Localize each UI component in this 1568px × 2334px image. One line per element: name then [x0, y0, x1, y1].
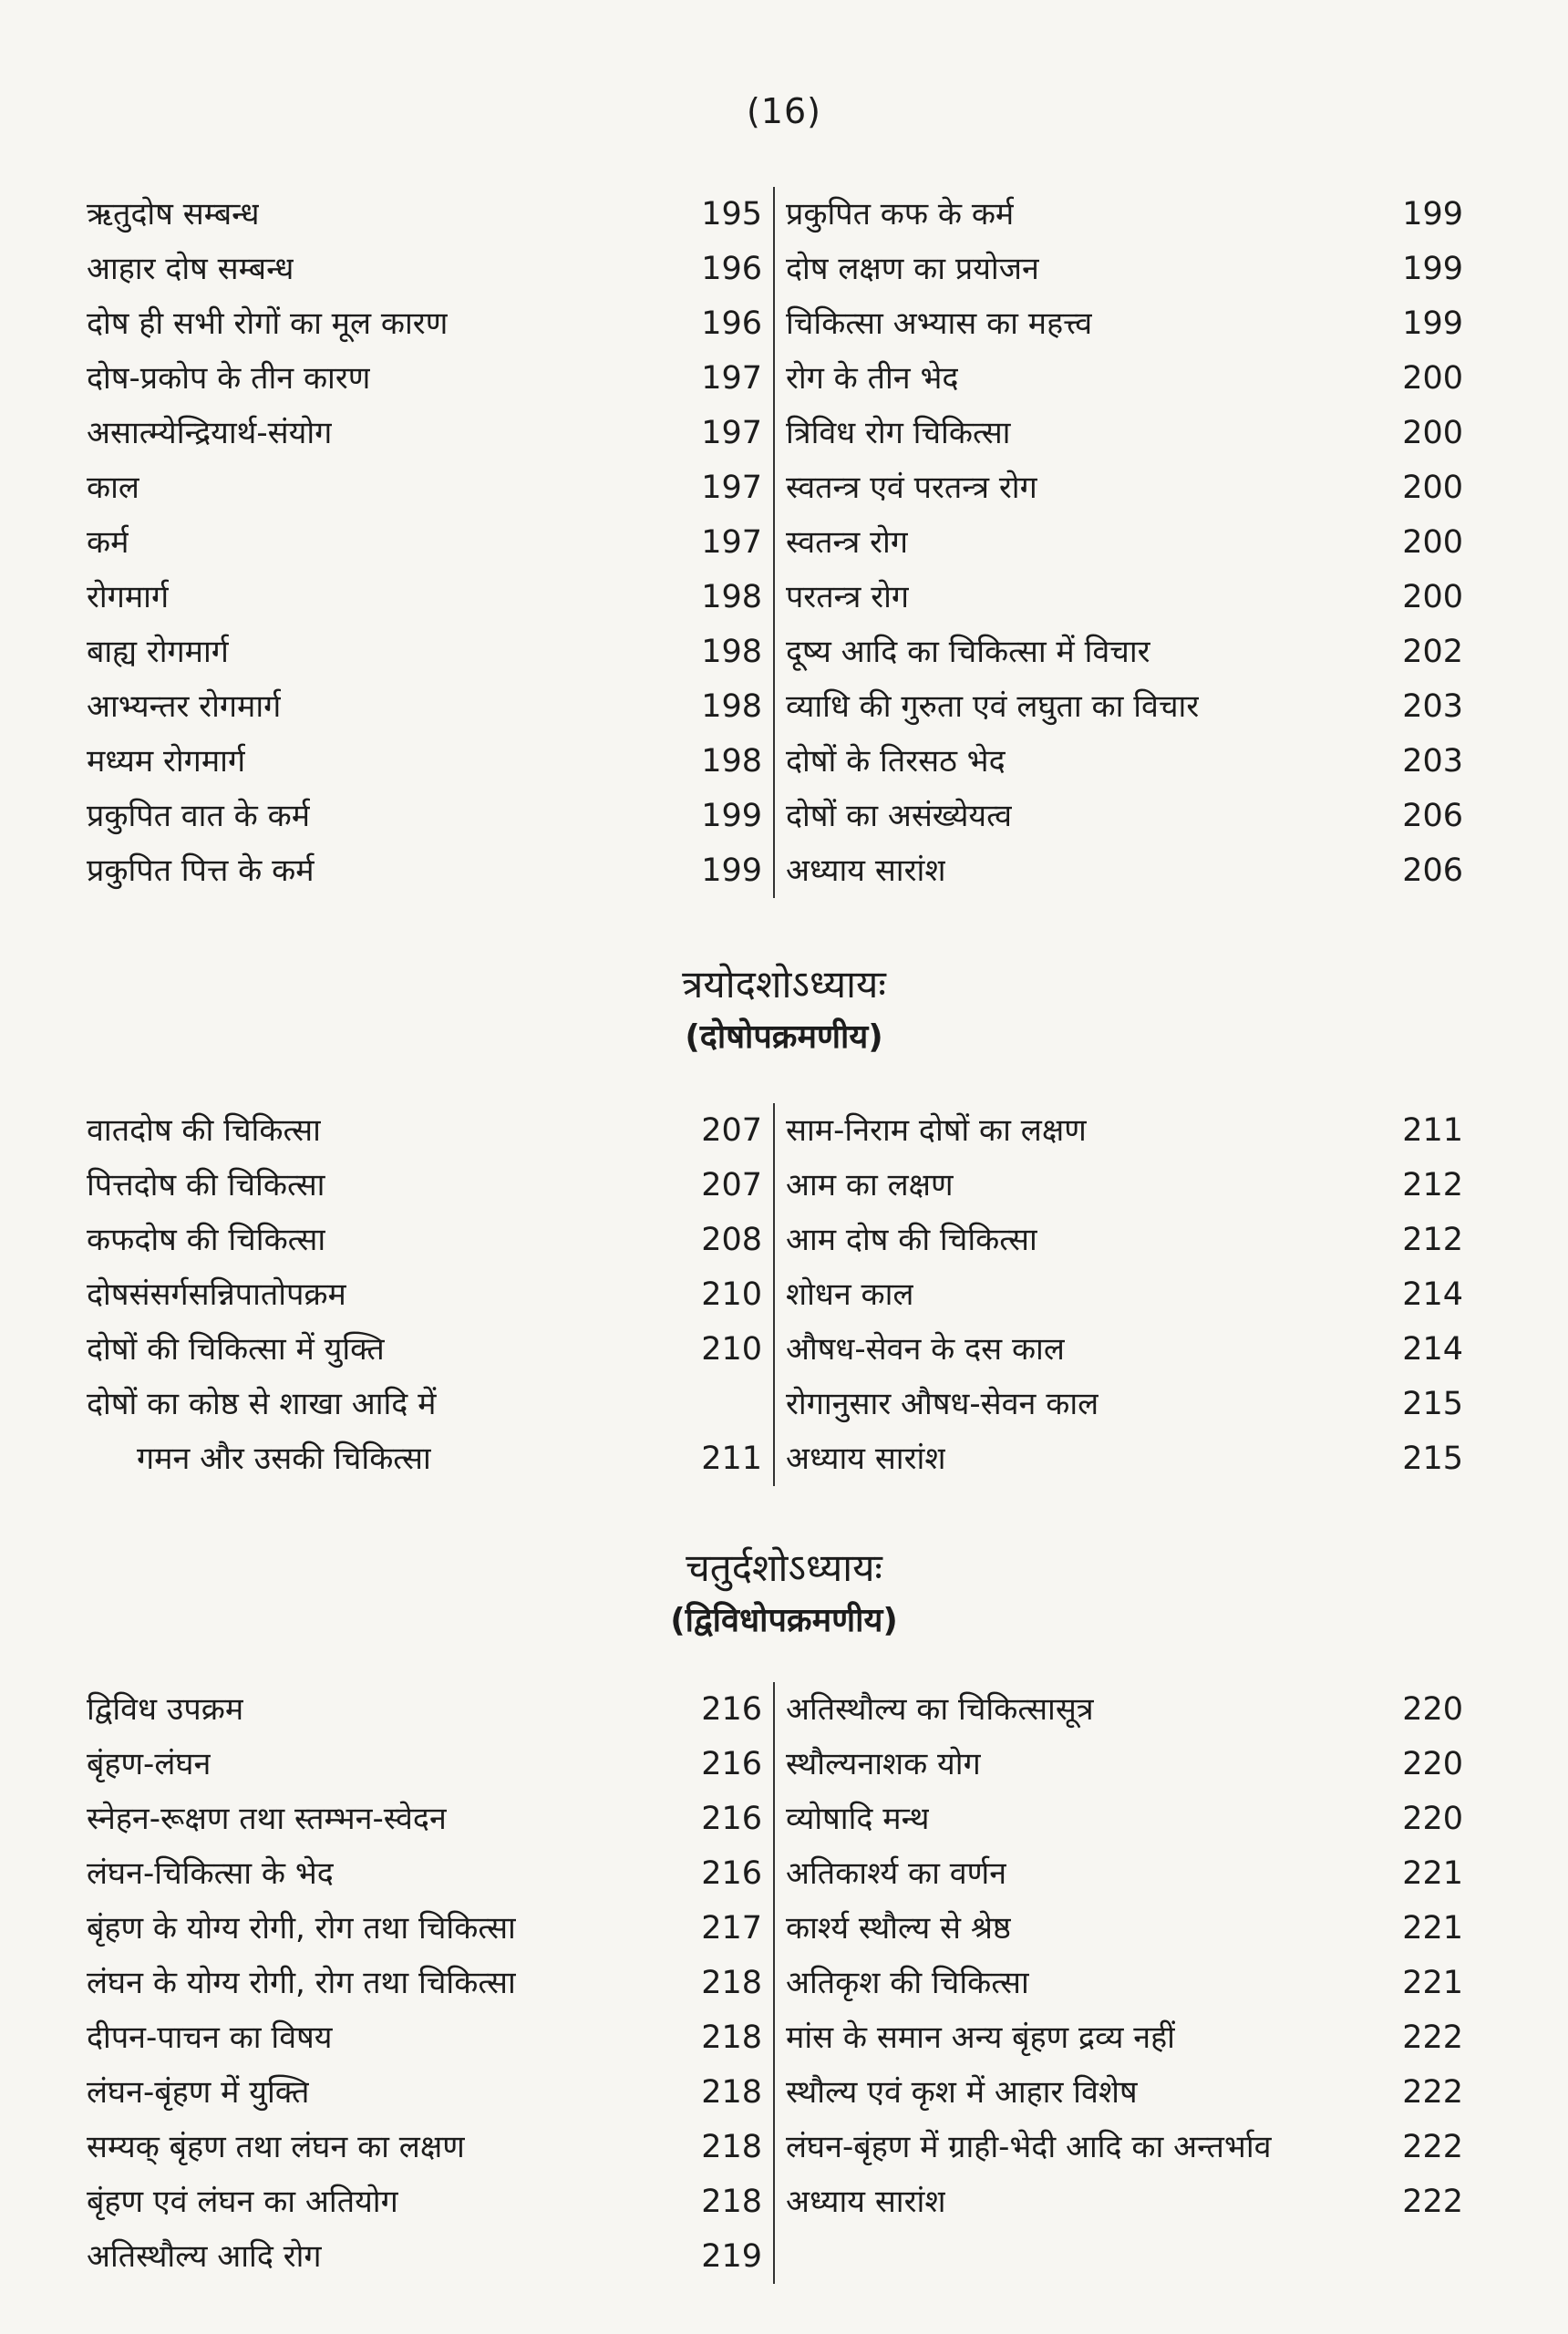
- toc-entry: [786, 570, 1463, 625]
- toc-entry-title: लंघन के योग्य रोगी, रोग तथा चिकित्सा: [87, 1965, 516, 2001]
- toc-entry-page: 214: [1402, 1276, 1463, 1313]
- toc-entry-page: 196: [701, 251, 762, 287]
- toc-entry-title: लंघन-बृंहण में युक्ति: [87, 2074, 310, 2111]
- toc-entry-title: दोष लक्षण का प्रयोजन: [786, 251, 1039, 287]
- toc-entry: [786, 1322, 1463, 1377]
- toc-entry-title: दोषों का असंख्येयत्व: [786, 798, 1013, 834]
- toc-entry-title: ऋतुदोष सम्बन्ध: [87, 196, 260, 232]
- toc-entry: [87, 1682, 762, 1737]
- toc-entry: [87, 625, 762, 679]
- toc-entry: [786, 1956, 1463, 2010]
- toc-entry-title: मध्यम रोगमार्ग: [87, 743, 246, 780]
- toc-entry-title: पित्तदोष की चिकित्सा: [87, 1167, 325, 1203]
- toc-entry-page: 221: [1402, 1965, 1463, 2001]
- toc-entry-title: औषध-सेवन के दस काल: [786, 1331, 1065, 1368]
- toc-entry: [786, 242, 1463, 296]
- toc-entry: [786, 1901, 1463, 1956]
- toc-entry-title: दोष-प्रकोप के तीन कारण: [87, 360, 371, 397]
- toc-entry-page: 200: [1402, 524, 1463, 561]
- toc-entry-title: आम दोष की चिकित्सा: [786, 1222, 1037, 1258]
- toc-entry-page: 206: [1402, 852, 1463, 889]
- toc-section-chapter-14: [87, 1682, 1463, 2284]
- toc-entry-page: 222: [1402, 2074, 1463, 2111]
- toc-entry-title: दूष्य आदि का चिकित्सा में विचार: [786, 634, 1150, 670]
- toc-entry: [786, 351, 1463, 406]
- toc-entry-page: 215: [1402, 1386, 1463, 1422]
- toc-entry-title: अतिकृश की चिकित्सा: [786, 1965, 1029, 2001]
- toc-entry: [786, 1377, 1463, 1431]
- toc-entry: [786, 2174, 1463, 2229]
- toc-entry: [87, 843, 762, 898]
- toc-entry: [87, 2010, 762, 2065]
- toc-entry: [87, 187, 762, 242]
- toc-section-continued: [87, 187, 1463, 898]
- toc-entry-title: रोगमार्ग: [87, 579, 170, 615]
- toc-entry-title: आम का लक्षण: [786, 1167, 954, 1203]
- toc-entry-title: त्रिविध रोग चिकित्सा: [786, 415, 1011, 451]
- toc-entry-title: दोषसंसर्गसन्निपातोपक्रम: [87, 1276, 346, 1313]
- toc-entry-page: 212: [1402, 1167, 1463, 1203]
- toc-left-column: [87, 1103, 775, 1486]
- toc-entry-title: चिकित्सा अभ्यास का महत्त्व: [786, 305, 1093, 342]
- toc-entry-title: स्वतन्त्र एवं परतन्त्र रोग: [786, 470, 1037, 506]
- toc-entry-page: 199: [701, 798, 762, 834]
- toc-entry-page: 211: [701, 1441, 762, 1477]
- toc-entry-title: आभ्यन्तर रोगमार्ग: [87, 688, 282, 725]
- toc-entry: [786, 843, 1463, 898]
- toc-entry: [786, 296, 1463, 351]
- toc-entry-page: 218: [701, 2019, 762, 2056]
- toc-entry-page: 207: [701, 1112, 762, 1149]
- toc-entry-title: शोधन काल: [786, 1276, 914, 1313]
- toc-entry-page: 197: [701, 360, 762, 397]
- toc-entry-title: रोग के तीन भेद: [786, 360, 959, 397]
- toc-left-column: [87, 187, 775, 898]
- toc-entry: [87, 406, 762, 460]
- toc-entry: [87, 1901, 762, 1956]
- toc-entry-page: 218: [701, 1965, 762, 2001]
- toc-entry-page: 222: [1402, 2019, 1463, 2056]
- toc-entry: [786, 625, 1463, 679]
- toc-entry-page: 198: [701, 743, 762, 780]
- toc-right-column: [775, 1682, 1463, 2284]
- toc-entry-page: 220: [1402, 1801, 1463, 1837]
- toc-entry: [87, 1213, 762, 1267]
- toc-entry-title: बृंहण-लंघन: [87, 1746, 211, 1782]
- toc-entry-title: स्वतन्त्र रोग: [786, 524, 908, 561]
- toc-entry-page: 216: [701, 1691, 762, 1728]
- toc-entry-page: 200: [1402, 470, 1463, 506]
- toc-entry-title: स्थौल्यनाशक योग: [786, 1746, 981, 1782]
- toc-entry-page: 220: [1402, 1746, 1463, 1782]
- toc-entry: [786, 1737, 1463, 1792]
- toc-entry-page: 221: [1402, 1855, 1463, 1892]
- toc-entry-page: 199: [701, 852, 762, 889]
- toc-entry-title: दोष ही सभी रोगों का मूल कारण: [87, 305, 449, 342]
- toc-entry: [87, 2120, 762, 2174]
- toc-entry-page: 197: [701, 470, 762, 506]
- toc-entry: [786, 1431, 1463, 1486]
- toc-entry: [87, 1956, 762, 2010]
- toc-entry-page: 199: [1402, 305, 1463, 342]
- toc-entry-title: व्योषादि मन्थ: [786, 1801, 930, 1837]
- toc-entry: [87, 2229, 762, 2284]
- toc-entry-title: अध्याय सारांश: [786, 1441, 946, 1477]
- toc-right-column: [775, 187, 1463, 898]
- toc-entry-page: 219: [701, 2238, 762, 2275]
- toc-entry-title: प्रकुपित वात के कर्म: [87, 798, 311, 834]
- toc-entry-page: 200: [1402, 415, 1463, 451]
- toc-entry-page: 220: [1402, 1691, 1463, 1728]
- toc-entry: [87, 570, 762, 625]
- toc-entry-title: कर्म: [87, 524, 129, 561]
- toc-entry-page: 206: [1402, 798, 1463, 834]
- toc-entry-title: अध्याय सारांश: [786, 2184, 946, 2220]
- toc-entry-title: प्रकुपित कफ के कर्म: [786, 196, 1015, 232]
- toc-entry-page: 222: [1402, 2129, 1463, 2165]
- toc-entry-page: 211: [1402, 1112, 1463, 1149]
- toc-entry: [87, 679, 762, 734]
- toc-entry-title: कफदोष की चिकित्सा: [87, 1222, 326, 1258]
- toc-entry-title: दोषों के तिरसठ भेद: [786, 743, 1006, 780]
- toc-entry-page: 196: [701, 305, 762, 342]
- toc-entry-title: द्विविध उपक्रम: [87, 1691, 244, 1728]
- toc-entry-title: मांस के समान अन्य बृंहण द्रव्य नहीं: [786, 2019, 1175, 2056]
- toc-entry: [786, 2010, 1463, 2065]
- toc-entry-page: 207: [701, 1167, 762, 1203]
- chapter-13-heading: [0, 957, 1568, 1063]
- toc-entry: [786, 187, 1463, 242]
- toc-entry-title: रोगानुसार औषध-सेवन काल: [786, 1386, 1099, 1422]
- chapter-subtitle: (दोषोपक्रमणीय): [685, 1018, 883, 1056]
- toc-entry: [87, 1377, 762, 1431]
- toc-entry-page: 198: [701, 688, 762, 725]
- toc-entry-title: काल: [87, 470, 139, 506]
- toc-entry: [87, 296, 762, 351]
- toc-entry: [786, 2120, 1463, 2174]
- toc-entry-page: 203: [1402, 743, 1463, 780]
- toc-entry: [87, 734, 762, 789]
- toc-entry-title: अतिस्थौल्य आदि रोग: [87, 2238, 322, 2275]
- toc-entry: [87, 1322, 762, 1377]
- toc-entry: [786, 1103, 1463, 1158]
- toc-entry-page: 208: [701, 1222, 762, 1258]
- toc-entry-title: प्रकुपित पित्त के कर्म: [87, 852, 315, 889]
- toc-entry: [87, 1846, 762, 1901]
- toc-entry-page: 198: [701, 579, 762, 615]
- toc-entry: [87, 2065, 762, 2120]
- toc-entry: [87, 1267, 762, 1322]
- toc-entry-page: 216: [701, 1855, 762, 1892]
- toc-section-chapter-13: [87, 1103, 1463, 1486]
- toc-entry-title: कार्श्य स्थौल्य से श्रेष्ठ: [786, 1910, 1011, 1947]
- toc-entry: [786, 734, 1463, 789]
- toc-entry-page: 222: [1402, 2184, 1463, 2220]
- toc-entry-page: 212: [1402, 1222, 1463, 1258]
- toc-entry: [786, 406, 1463, 460]
- toc-entry: [87, 1737, 762, 1792]
- toc-entry: [87, 2174, 762, 2229]
- toc-entry: [786, 515, 1463, 570]
- toc-entry-page: 221: [1402, 1910, 1463, 1947]
- toc-entry-page: 197: [701, 415, 762, 451]
- toc-entry: [786, 789, 1463, 843]
- toc-entry-title: बाह्य रोगमार्ग: [87, 634, 229, 670]
- toc-entry: [87, 1792, 762, 1846]
- toc-entry-page: 218: [701, 2129, 762, 2165]
- toc-entry-title: आहार दोष सम्बन्ध: [87, 251, 294, 287]
- toc-entry-page: 216: [701, 1801, 762, 1837]
- toc-entry: [786, 1213, 1463, 1267]
- toc-entry-title: सम्यक् बृंहण तथा लंघन का लक्षण: [87, 2129, 465, 2165]
- toc-entry: [786, 1792, 1463, 1846]
- toc-entry: [786, 1846, 1463, 1901]
- toc-entry-page: 195: [701, 196, 762, 232]
- toc-entry-page: 199: [1402, 251, 1463, 287]
- toc-entry-title: वातदोष की चिकित्सा: [87, 1112, 321, 1149]
- toc-entry-page: 218: [701, 2074, 762, 2111]
- toc-entry: [87, 460, 762, 515]
- toc-entry-title: अध्याय सारांश: [786, 852, 946, 889]
- toc-entry-title: असात्म्येन्द्रियार्थ-संयोग: [87, 415, 333, 451]
- toc-entry: [786, 1682, 1463, 1737]
- toc-entry: [786, 679, 1463, 734]
- toc-entry-page: 217: [701, 1910, 762, 1947]
- toc-left-column: [87, 1682, 775, 2284]
- toc-entry: [87, 515, 762, 570]
- toc-entry-page: 203: [1402, 688, 1463, 725]
- toc-entry: [87, 1158, 762, 1213]
- chapter-title: चतुर्दशोऽध्यायः: [686, 1545, 882, 1590]
- toc-entry-title: गमन और उसकी चिकित्सा: [137, 1441, 431, 1477]
- toc-entry-page: 214: [1402, 1331, 1463, 1368]
- toc-entry-title: दीपन-पाचन का विषय: [87, 2019, 333, 2056]
- toc-entry-page: 210: [701, 1276, 762, 1313]
- chapter-14-heading: [0, 1541, 1568, 1647]
- toc-entry: [786, 1267, 1463, 1322]
- toc-entry: [87, 789, 762, 843]
- toc-entry-page: 198: [701, 634, 762, 670]
- toc-entry-page: 210: [701, 1331, 762, 1368]
- toc-entry-page: 199: [1402, 196, 1463, 232]
- toc-entry-title: परतन्त्र रोग: [786, 579, 910, 615]
- toc-entry: [87, 1431, 762, 1486]
- toc-entry-title: अतिकार्श्य का वर्णन: [786, 1855, 1007, 1892]
- toc-entry-title: स्थौल्य एवं कृश में आहार विशेष: [786, 2074, 1138, 2111]
- toc-entry-title: लंघन-चिकित्सा के भेद: [87, 1855, 334, 1892]
- toc-entry-page: 197: [701, 524, 762, 561]
- toc-entry-title: दोषों की चिकित्सा में युक्ति: [87, 1331, 385, 1368]
- toc-entry-page: 216: [701, 1746, 762, 1782]
- toc-entry-title: साम-निराम दोषों का लक्षण: [786, 1112, 1087, 1149]
- toc-entry-title: व्याधि की गुरुता एवं लघुता का विचार: [786, 688, 1200, 725]
- toc-entry-title: बृंहण एवं लंघन का अतियोग: [87, 2184, 398, 2220]
- toc-entry-page: 218: [701, 2184, 762, 2220]
- toc-entry-title: लंघन-बृंहण में ग्राही-भेदी आदि का अन्तर्भाव: [786, 2129, 1272, 2165]
- toc-entry-page: 200: [1402, 579, 1463, 615]
- toc-entry-page: 215: [1402, 1441, 1463, 1477]
- chapter-title: त्रयोदशोऽध्यायः: [682, 962, 886, 1007]
- page-number: (16): [746, 91, 821, 131]
- chapter-subtitle: (द्विविधोपक्रमणीय): [670, 1602, 898, 1639]
- toc-entry: [87, 1103, 762, 1158]
- toc-entry-title: स्नेहन-रूक्षण तथा स्तम्भन-स्वेदन: [87, 1801, 447, 1837]
- toc-right-column: [775, 1103, 1463, 1486]
- toc-entry-title: दोषों का कोष्ठ से शाखा आदि में: [87, 1386, 437, 1422]
- toc-entry-page: 200: [1402, 360, 1463, 397]
- toc-entry-title: बृंहण के योग्य रोगी, रोग तथा चिकित्सा: [87, 1910, 516, 1947]
- toc-entry: [87, 351, 762, 406]
- toc-entry: [786, 460, 1463, 515]
- toc-entry-page: 202: [1402, 634, 1463, 670]
- toc-entry: [786, 2065, 1463, 2120]
- toc-entry: [786, 1158, 1463, 1213]
- toc-entry: [87, 242, 762, 296]
- toc-entry-title: अतिस्थौल्य का चिकित्सासूत्र: [786, 1691, 1094, 1728]
